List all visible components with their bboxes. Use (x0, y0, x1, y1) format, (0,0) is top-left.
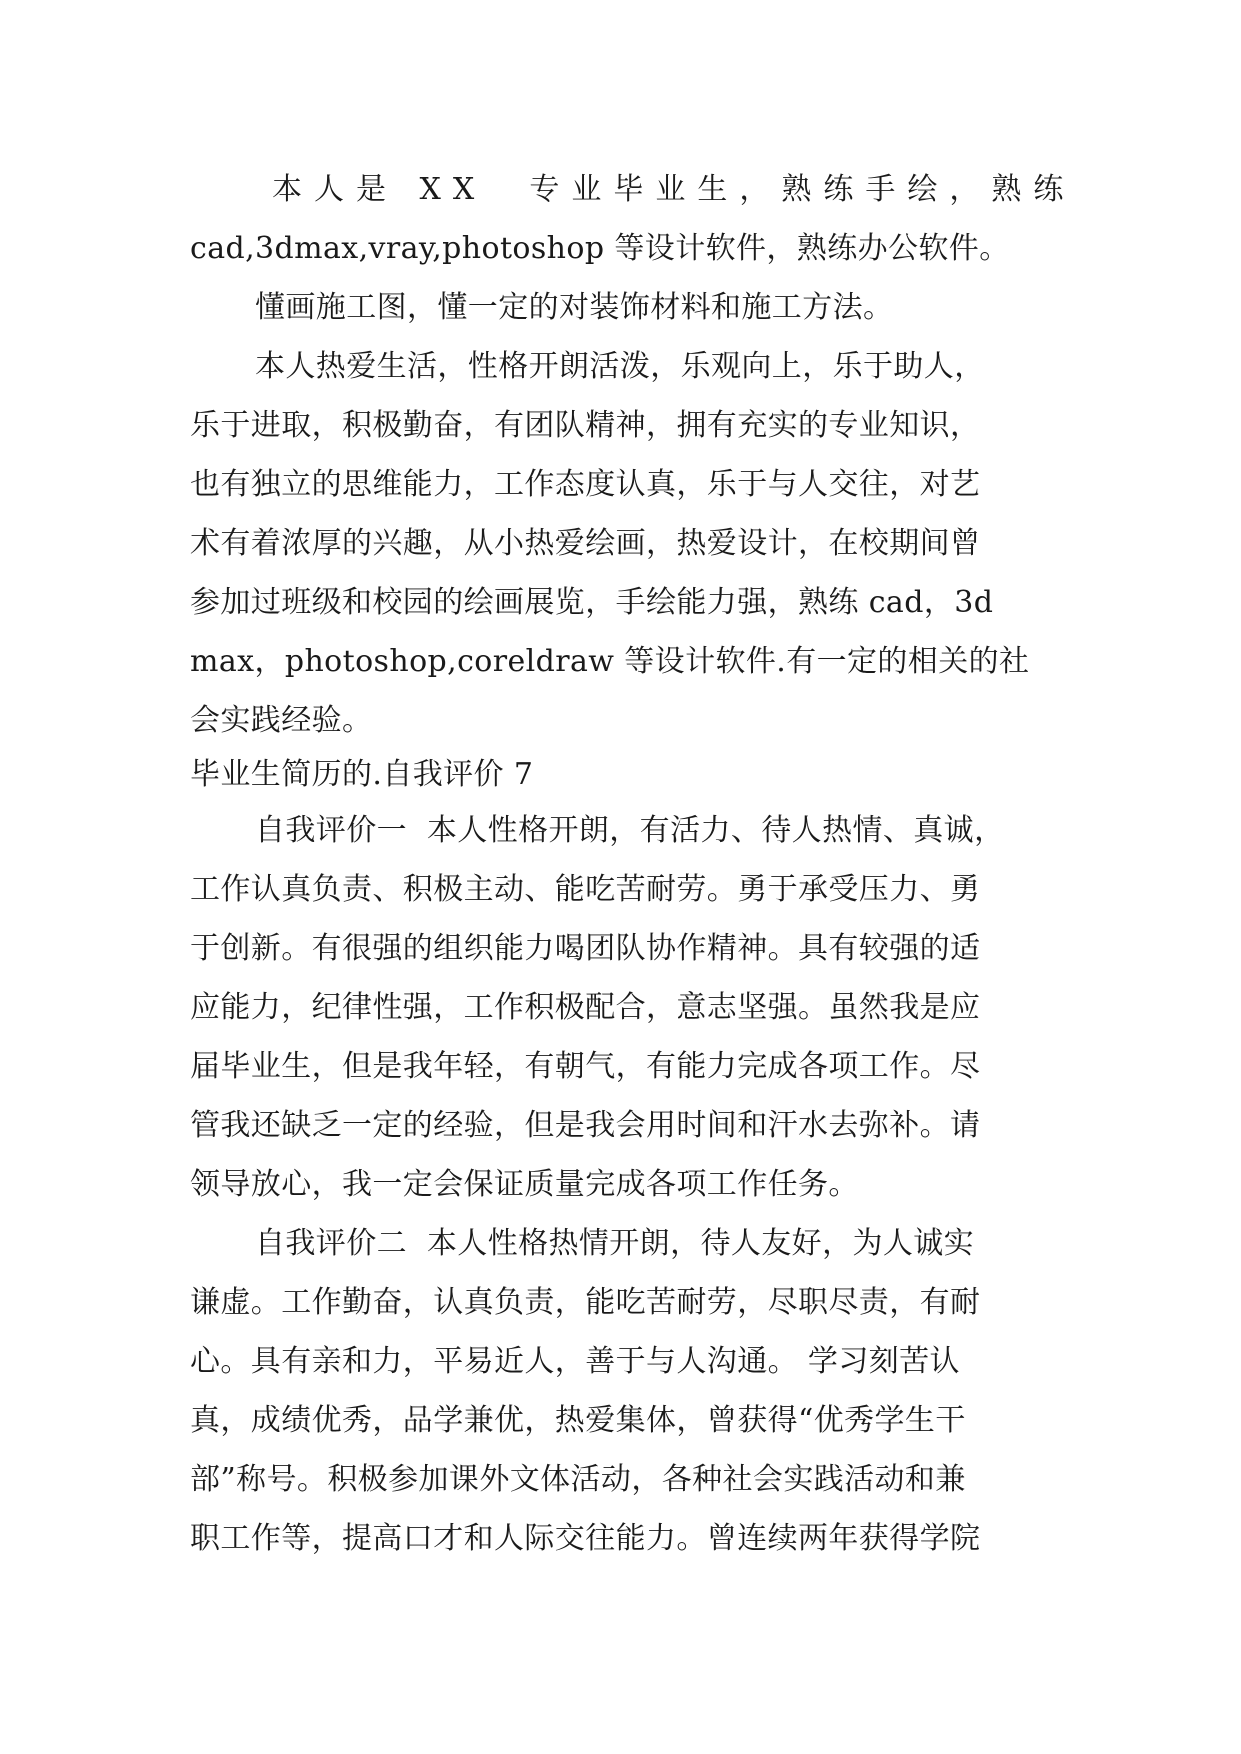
text-line: 也有独立的思维能力，工作态度认真，乐于与人交往，对艺 (190, 467, 981, 502)
text-line: 术有着浓厚的兴趣，从小热爱绘画，热爱设计，在校期间曾 (190, 526, 981, 561)
text-line: 本人热爱生活，性格开朗活泼，乐观向上，乐于助人， (255, 349, 985, 384)
text-line: 自我评价一 本人性格开朗，有活力、待人热情、真诚， (255, 813, 1005, 848)
text-line: 真，成绩优秀，品学兼优，热爱集体，曾获得“优秀学生干 (190, 1403, 966, 1438)
text-line: 领导放心，我一定会保证质量完成各项工作任务。 (190, 1167, 859, 1202)
text-line: 懂画施工图，懂一定的对装饰材料和施工方法。 (255, 290, 894, 325)
text-line: 届毕业生，但是我年轻，有朝气，有能力完成各项工作。尽 (190, 1049, 981, 1084)
text-line: 自我评价二 本人性格热情开朗，待人友好，为人诚实 (255, 1226, 975, 1261)
text-line: 部”称号。积极参加课外文体活动，各种社会实践活动和兼 (190, 1462, 966, 1497)
text-line: 参加过班级和校园的绘画展览，手绘能力强，熟练 cad，3d (190, 585, 994, 620)
text-line: 会实践经验。 (190, 703, 373, 738)
text-line: 于创新。有很强的组织能力喝团队协作精神。具有较强的适 (190, 931, 981, 966)
text-line: max，photoshop,coreldraw 等设计软件.有一定的相关的社 (190, 644, 1030, 679)
text-line: 职工作等，提高口才和人际交往能力。曾连续两年获得学院 (190, 1521, 981, 1556)
text-line: 谦虚。工作勤奋，认真负责，能吃苦耐劳，尽职尽责，有耐 (190, 1285, 981, 1320)
text-line: 应能力，纪律性强，工作积极配合，意志坚强。虽然我是应 (190, 990, 981, 1025)
text-line: 本人是 XX 专业毕业生，熟练手绘，熟练 (272, 172, 1076, 207)
text-line: 工作认真负责、积极主动、能吃苦耐劳。勇于承受压力、勇 (190, 872, 981, 907)
section-heading: 毕业生简历的.自我评价 7 (190, 757, 534, 792)
text-line: 乐于进取，积极勤奋，有团队精神，拥有充实的专业知识， (190, 408, 981, 443)
text-line: 心。具有亲和力，平易近人，善于与人沟通。 学习刻苦认 (190, 1344, 960, 1379)
text-line: 管我还缺乏一定的经验，但是我会用时间和汗水去弥补。请 (190, 1108, 981, 1143)
text-line: cad,3dmax,vray,photoshop 等设计软件，熟练办公软件。 (190, 231, 1010, 266)
